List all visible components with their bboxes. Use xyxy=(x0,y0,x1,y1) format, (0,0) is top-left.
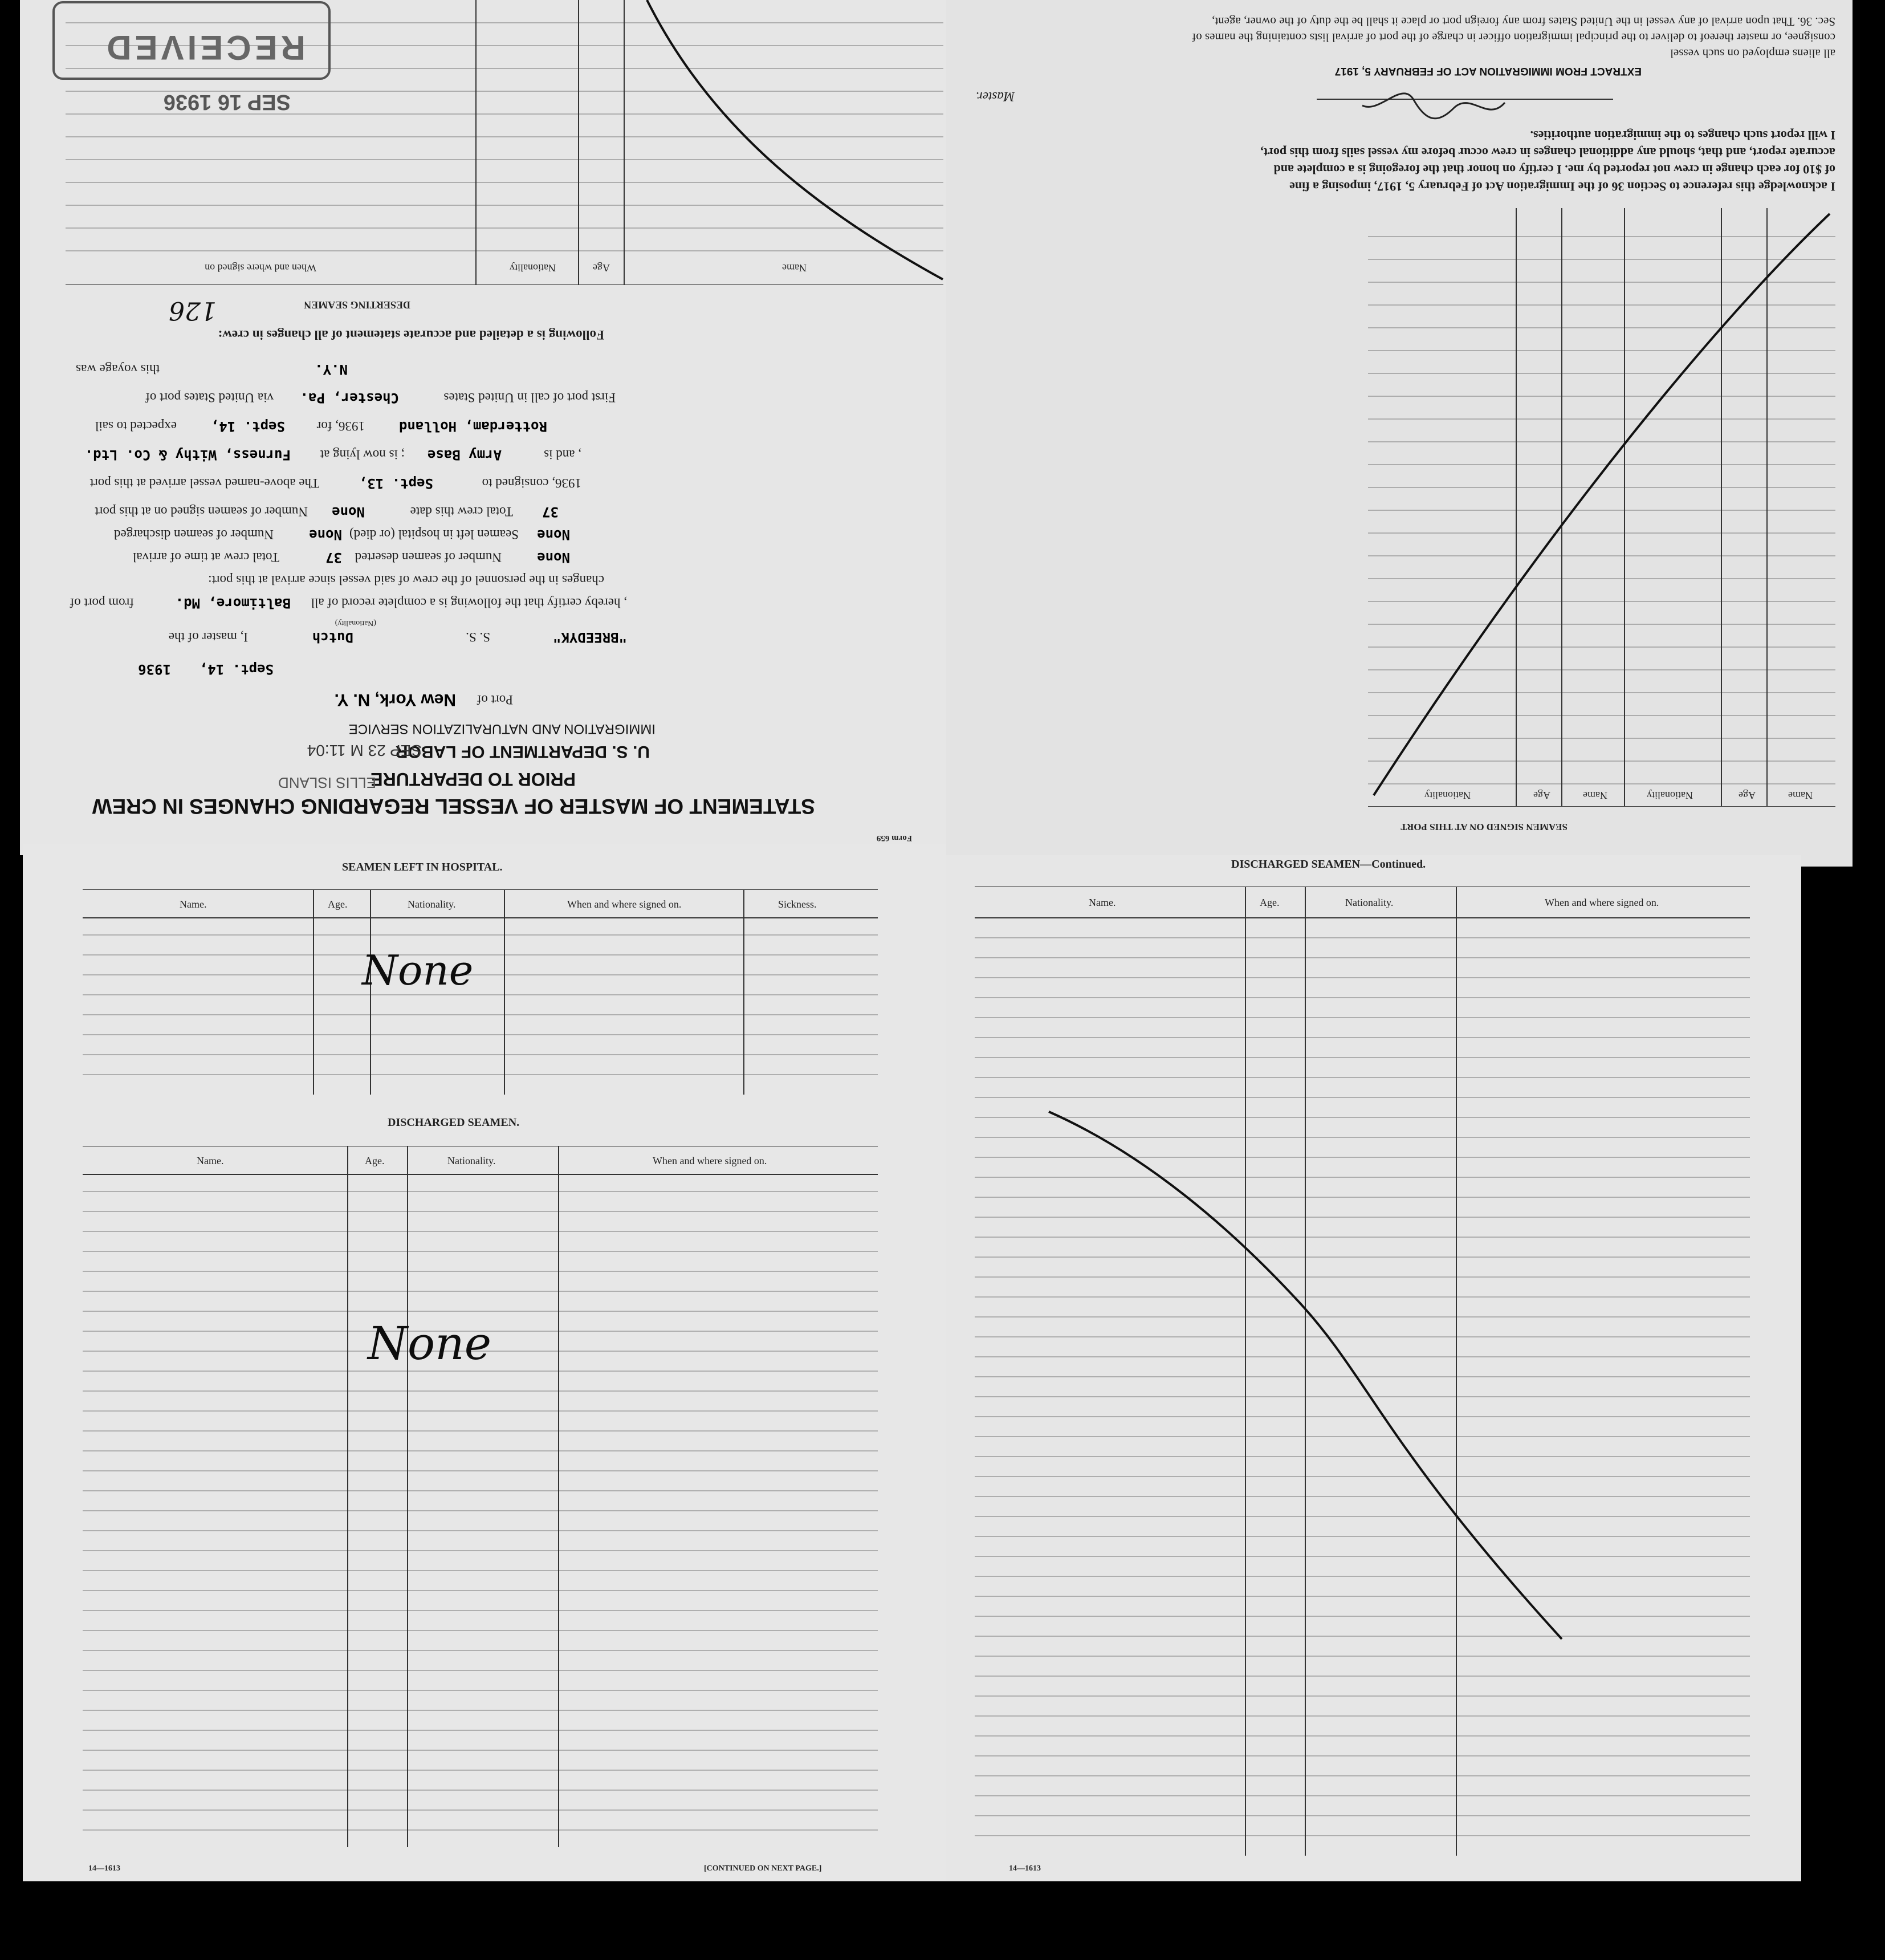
voyage-value: N.Y. xyxy=(315,361,348,377)
arrived-text: The above-named vessel arrived at this port xyxy=(89,476,319,490)
following-text: Following is a detailed and accurate statement of all changes in crew: xyxy=(218,328,604,342)
master-signature xyxy=(1340,86,1511,125)
lying-text: ; is now lying at xyxy=(320,448,405,462)
lying-value: Army Base xyxy=(427,447,502,463)
and-is-text: , and is xyxy=(544,448,581,462)
discharged-title: DISCHARGED SEAMEN. xyxy=(388,1116,520,1129)
acknowledge-line-1: I acknowledge this reference to Section 36 of the Immigration Act of February 5, 1917, imposing a fine xyxy=(1289,180,1835,194)
bottom-left-page xyxy=(23,844,946,1881)
signed-on-label: Number of seamen signed on at this port xyxy=(95,505,308,519)
service: IMMIGRATION AND NATURALIZATION SERVICE xyxy=(348,721,656,737)
received-date: SEP 16 1936 xyxy=(163,90,291,114)
hospital-value: None xyxy=(537,527,570,543)
certify-text: , hereby certify that the following is a complete record of all xyxy=(311,596,627,610)
received-stamp xyxy=(52,1,331,80)
sail-value: Sept. 14, xyxy=(210,418,285,434)
hospital-col-sickness: Sickness. xyxy=(778,898,817,910)
continued-col-when-where: When and where signed on. xyxy=(1545,897,1659,908)
discharged-label: Number of seamen discharged xyxy=(114,527,274,542)
continued-col-name: Name. xyxy=(1089,897,1116,908)
deserting-col-nationality: Nationality xyxy=(510,262,556,274)
discharged-col-name: Name. xyxy=(197,1155,224,1166)
changes-text: changes in the personnel of the crew of said vessel since arrival at this port: xyxy=(208,573,604,587)
total-crew-arrival-label: Total crew at time of arrival xyxy=(132,550,279,564)
from-port-value: Baltimore, Md. xyxy=(175,595,291,611)
discharged-col-age: Age. xyxy=(365,1155,385,1166)
continued-col-nationality: Nationality. xyxy=(1345,897,1394,908)
seamen-signed-on-title: SEAMEN SIGNED ON AT THIS PORT xyxy=(1400,822,1568,832)
discharged-continued-table xyxy=(975,887,1750,1856)
acknowledge-line-2: of $10 for each change in crew not reported by me. I certify on honor that the foregoing is a complete and xyxy=(1273,162,1835,177)
top-right-page xyxy=(941,0,1853,867)
total-crew-date-label: Total crew this date xyxy=(410,505,513,519)
deserted-label: Number of seamen deserted xyxy=(355,550,502,564)
deserting-col-when-where: When and where signed on xyxy=(205,262,316,274)
deserting-col-name: Name xyxy=(782,262,807,274)
nationality-label: (Nationality) xyxy=(335,619,376,627)
date-value: Sept. 14, xyxy=(199,661,274,677)
section-36-line-2: consignee, or master thereof to deliver to the principal immigration officer in charge of the port of arrival lists containing the names of xyxy=(1192,31,1835,44)
master-label: Master. xyxy=(975,90,1015,104)
time-stamp: SEP 23 M 11:04 xyxy=(307,742,422,759)
department: U. S. DEPARTMENT OF LABOR xyxy=(395,742,650,761)
deserted-value: None xyxy=(537,550,570,566)
discharged-continued-title: DISCHARGED SEAMEN—Continued. xyxy=(1231,858,1426,871)
discharged-table xyxy=(83,1146,878,1847)
deserting-col-age: Age xyxy=(593,262,610,274)
form-number: Form 659 xyxy=(876,833,912,843)
section-36-line-1: Sec. 36. That upon arrival of any vessel in the United States from any foreign port or place it shall be the duty of the owner, agent, xyxy=(1212,15,1835,29)
statement-title: STATEMENT OF MASTER OF VESSEL REGARDING CHANGES IN CREW xyxy=(92,795,815,818)
hospital-handwritten-none: None xyxy=(362,946,474,994)
statement-subtitle: PRIOR TO DEPARTURE xyxy=(371,769,576,790)
arrived-value: Sept. 13, xyxy=(359,475,433,491)
section-36-line-3: all aliens employed on such vessel xyxy=(1670,47,1835,60)
total-crew-arrival-value: 37 xyxy=(325,550,342,566)
discharged-col-when-where: When and where signed on. xyxy=(653,1155,767,1166)
extract-title: EXTRACT FROM IMMIGRATION ACT OF FEBRUARY 5, 1917 xyxy=(1334,65,1642,77)
total-crew-date-value: 37 xyxy=(542,504,559,520)
hospital-col-age: Age. xyxy=(328,898,348,910)
hospital-col-when-where: When and where signed on. xyxy=(567,898,682,910)
discharged-col-nationality: Nationality. xyxy=(447,1155,496,1166)
via-text: via United States port of xyxy=(145,391,274,405)
handwritten-number: 126 xyxy=(169,296,217,325)
bottom-right-page xyxy=(946,855,1801,1881)
deserting-title: DESERTING SEAMEN xyxy=(304,299,410,311)
destination-value: Rotterdam, Holland xyxy=(398,418,547,434)
continued-note: [CONTINUED ON NEXT PAGE.] xyxy=(704,1864,822,1873)
signed-on-value: None xyxy=(332,504,365,520)
expected-text: expected to sail xyxy=(95,419,177,433)
hospital-label: Seamen left in hospital (or died) xyxy=(349,527,519,542)
received-stamp-label: RECEIVED xyxy=(103,29,306,67)
discharged-handwritten-none: None xyxy=(368,1317,492,1370)
hospital-title: SEAMEN LEFT IN HOSPITAL. xyxy=(342,861,503,873)
col-name-left: Name xyxy=(1788,790,1813,801)
nationality-value: Dutch xyxy=(312,629,353,645)
via-value: Chester, Pa. xyxy=(300,390,399,406)
seamen-signed-on-table xyxy=(1368,208,1835,807)
consigned-text: 1936, consigned to xyxy=(482,476,581,490)
form-code-right: 14—1613 xyxy=(1009,1864,1041,1873)
port-label: Port of xyxy=(477,693,513,707)
acknowledge-line-4: I will report such changes to the immigration authorities. xyxy=(1530,128,1835,143)
year-value: 1936 xyxy=(138,661,171,677)
form-code-left: 14—1613 xyxy=(88,1864,120,1873)
ss-label: S. S. xyxy=(466,630,490,644)
acknowledge-line-3: accurate report, and that, should any additional changes in crew occur before my vessel sails from this port, xyxy=(1260,145,1835,160)
discharged-value: None xyxy=(309,527,342,543)
col-name-right: Name xyxy=(1583,790,1607,801)
sail-year-for: 1936, for xyxy=(316,419,365,433)
first-port-text: First port of call in United States xyxy=(443,391,616,405)
hospital-col-name: Name. xyxy=(180,898,207,910)
consignee-value: Furness, Withy & Co. Ltd. xyxy=(84,447,291,463)
hospital-col-nationality: Nationality. xyxy=(408,898,456,910)
port-value: New York, N. Y. xyxy=(334,690,456,709)
ellis-island-stamp: ELLIS ISLAND xyxy=(278,774,376,791)
from-port-label: from port of xyxy=(70,596,134,610)
hospital-table xyxy=(83,889,878,1095)
master-line-label: I, master of the xyxy=(168,630,248,644)
col-age-left: Age xyxy=(1739,790,1756,801)
col-nationality-left: Nationality xyxy=(1647,790,1693,801)
voyage-text: this voyage was xyxy=(76,362,160,376)
top-left-page xyxy=(20,0,946,855)
col-nationality-right: Nationality xyxy=(1424,790,1471,801)
vessel-value: "BREEDYK" xyxy=(552,629,627,645)
continued-col-age: Age. xyxy=(1260,897,1280,908)
col-age-right: Age xyxy=(1533,790,1550,801)
